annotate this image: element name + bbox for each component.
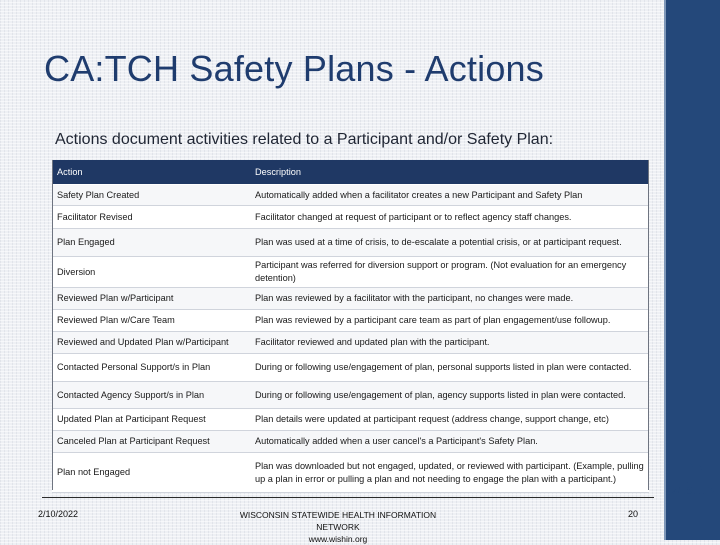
table-row — [52, 382, 649, 409]
table-row — [52, 229, 649, 257]
sidebar-bar — [666, 0, 720, 540]
cell-description: Facilitator changed at request of participant or to reflect agency staff changes. — [250, 206, 649, 229]
table-frame-right — [648, 160, 649, 490]
footer-divider — [42, 497, 654, 498]
cell-description: Plan was reviewed by a facilitator with the participant, no changes were made. — [250, 288, 649, 310]
logo-text: WISHIN — [669, 483, 717, 497]
cell-action: Contacted Agency Support/s in Plan — [52, 382, 250, 409]
cell-description: Plan details were updated at participant request (address change, support change, etc) — [250, 409, 649, 431]
cell-action: Canceled Plan at Participant Request — [52, 431, 250, 453]
table-row — [52, 431, 649, 453]
cell-description: During or following use/engagement of plan, personal supports listed in plan were contacted. — [250, 354, 649, 382]
page-number: 20 — [628, 509, 639, 519]
table-row — [52, 453, 649, 493]
cell-action: Reviewed and Updated Plan w/Participant — [52, 332, 250, 354]
cell-description: Plan was used at a time of crisis, to de-escalate a potential crisis, or at participant request. — [250, 229, 649, 257]
cell-action: Plan not Engaged — [52, 453, 250, 493]
table-row — [52, 257, 649, 288]
cell-action: Diversion — [52, 257, 250, 288]
table-row — [52, 354, 649, 382]
cell-description: Automatically added when a facilitator creates a new Participant and Safety Plan — [250, 185, 649, 206]
table-row — [52, 206, 649, 229]
actions-table — [52, 160, 649, 493]
table-row — [52, 332, 649, 354]
cell-description: Automatically added when a user cancel's a Participant's Safety Plan. — [250, 431, 649, 453]
cell-description: Participant was referred for diversion support or program. (Not evaluation for an emergency detention) — [250, 257, 649, 288]
cell-action: Plan Engaged — [52, 229, 250, 257]
cell-action: Facilitator Revised — [52, 206, 250, 229]
table-row — [52, 409, 649, 431]
cell-action: Safety Plan Created — [52, 185, 250, 206]
cell-action: Reviewed Plan w/Care Team — [52, 310, 250, 332]
cell-action: Updated Plan at Participant Request — [52, 409, 250, 431]
table-row — [52, 310, 649, 332]
page-subtitle: Actions document activities related to a Participant and/or Safety Plan: — [55, 131, 554, 148]
table-header-row — [52, 160, 649, 185]
wishin-logo — [668, 462, 718, 502]
header-description: Description — [250, 160, 649, 185]
footer-date: 2/10/2022 — [38, 509, 79, 519]
cell-action: Reviewed Plan w/Participant — [52, 288, 250, 310]
cell-description: Facilitator reviewed and updated plan with the participant. — [250, 332, 649, 354]
header-action: Action — [52, 160, 250, 185]
cell-action: Contacted Personal Support/s in Plan — [52, 354, 250, 382]
cell-description: During or following use/engagement of plan, agency supports listed in plan were contacted. — [250, 382, 649, 409]
table-row — [52, 288, 649, 310]
cell-description: Plan was downloaded but not engaged, updated, or reviewed with participant. (Example, pulling up a plan in error or pulling a plan and not needing to engage the plan with a participant.) — [250, 453, 649, 493]
table-row — [52, 185, 649, 206]
cell-description: Plan was reviewed by a participant care team as part of plan engagement/use followup. — [250, 310, 649, 332]
page-title: CA:TCH Safety Plans - Actions — [44, 48, 544, 89]
footer-org-url: www.wishin.org — [308, 534, 368, 544]
table-frame-left — [52, 160, 53, 490]
footer-org-name: WISCONSIN STATEWIDE HEALTH INFORMATION NETWORK — [239, 510, 437, 532]
